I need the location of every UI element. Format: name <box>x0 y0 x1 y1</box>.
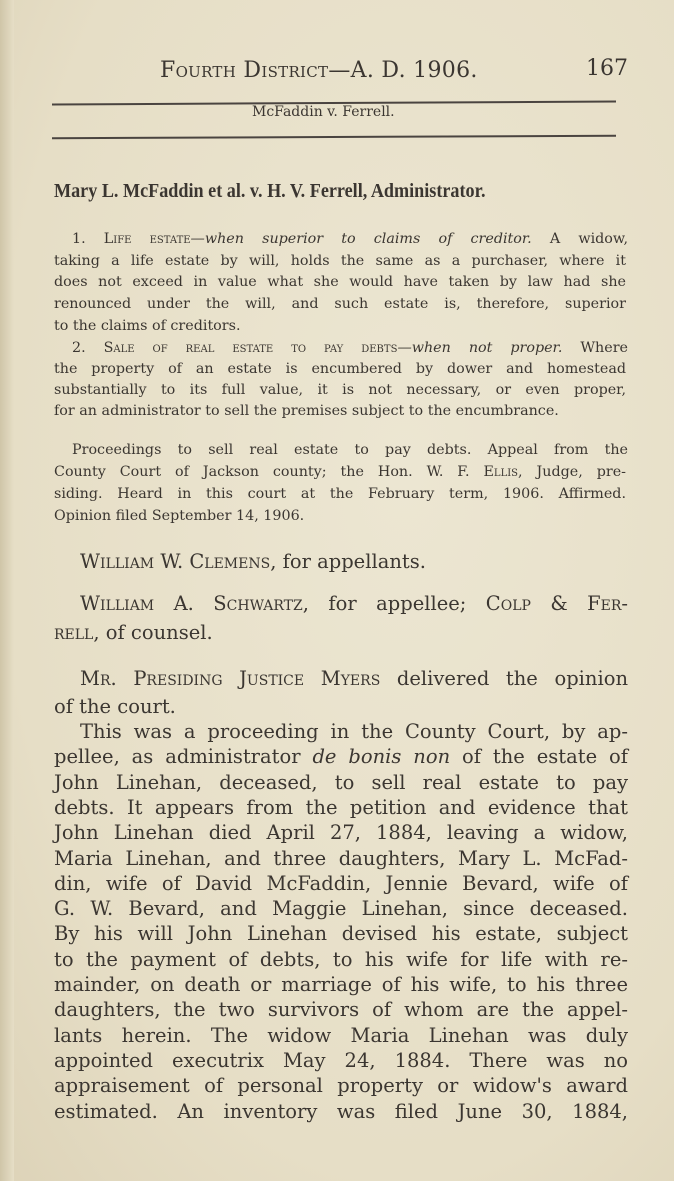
statement-line <box>54 464 626 480</box>
opinion-line-segment: By his will John Linehan devised his estate, subject <box>54 922 628 946</box>
opinion-line <box>54 973 628 996</box>
syllabus-line-segment: 1. <box>72 231 104 247</box>
opinion-line <box>80 720 628 743</box>
syllabus-line <box>54 274 626 290</box>
syllabus-line-segment: taking a life estate by will, holds the same as a purchaser, where it <box>54 253 626 269</box>
opinion-line-segment: of the estate of <box>450 745 628 769</box>
opinion-line <box>54 1024 628 1047</box>
statement-line-segment: siding. Heard in this court at the February term, 1906. Affirmed. <box>54 486 626 502</box>
opinion-line-segment: lants herein. The widow Maria Linehan was duly <box>54 1023 628 1047</box>
opinion-line <box>54 1074 628 1097</box>
opinion-line-segment: This was a proceeding in the County Court, by ap- <box>80 720 628 743</box>
page-edge-shadow <box>0 0 14 1181</box>
opinion-intro-line-segment: Mr. Presiding Justice Myers <box>80 667 381 690</box>
counsel-line <box>80 592 628 615</box>
syllabus-line <box>72 231 628 247</box>
case-short-title: McFaddin v. Ferrell. <box>252 104 395 120</box>
opinion-line-segment: pellee, as administrator <box>54 745 313 769</box>
opinion-line <box>54 998 628 1021</box>
opinion-intro-line-segment: delivered the opinion <box>380 667 629 690</box>
opinion-line-segment: din, wife of David McFaddin, Jennie Bevard, wife of <box>54 871 628 895</box>
opinion-line <box>54 1100 628 1123</box>
opinion-intro-line <box>80 667 628 690</box>
opinion-line <box>54 821 628 844</box>
page-number: 167 <box>586 56 628 81</box>
opinion-line <box>54 771 628 794</box>
opinion-line <box>54 872 628 895</box>
opinion-line-segment: Maria Linehan, and three daughters, Mary L. McFad- <box>54 846 628 870</box>
syllabus-line-segment: Sale of real estate to pay debts <box>103 340 398 356</box>
counsel-line <box>54 621 628 644</box>
syllabus-line <box>54 361 626 377</box>
counsel-line <box>80 550 628 573</box>
opinion-line-segment: de bonis non <box>312 745 451 769</box>
syllabus-line <box>54 318 626 334</box>
statement-line-segment: Proceedings to sell real estate to pay debts. Appeal from the <box>72 442 628 458</box>
opinion-line <box>54 897 628 920</box>
opinion-line-segment: G. W. Bevard, and Maggie Linehan, since deceased. <box>54 897 628 921</box>
opinion-line-segment: mainder, on death or marriage of his wife, to his three <box>54 973 628 996</box>
syllabus-line-segment: 2. <box>72 340 104 356</box>
counsel-line-segment: , for appellants. <box>270 550 426 573</box>
statement-line <box>54 508 626 524</box>
syllabus-line-segment: the property of an estate is encumbered by dower and homestead <box>54 361 626 377</box>
opinion-line-segment: John Linehan, deceased, to sell real estate to pay <box>54 770 628 794</box>
syllabus-line-segment: —when not proper. <box>397 340 563 356</box>
opinion-intro-line <box>54 695 628 718</box>
statement-line <box>54 486 626 502</box>
opinion-line-segment: to the payment of debts, to his wife for life with re- <box>54 947 628 971</box>
opinion-line-segment: appraisement of personal property or widow's award <box>54 1074 628 1098</box>
opinion-line-segment: daughters, the two survivors of whom are the appel- <box>54 998 628 1022</box>
case-title: Mary L. McFaddin et al. v. H. V. Ferrell, Administrator. <box>54 181 486 202</box>
syllabus-line-segment: renounced under the will, and such estate is, therefore, superior <box>54 296 626 312</box>
syllabus-line-segment: —when superior to claims of creditor. <box>190 231 532 247</box>
opinion-line <box>54 1049 628 1072</box>
syllabus-line <box>54 382 626 398</box>
counsel-line-segment: William W. Clemens <box>80 550 271 573</box>
statement-line-segment: Ellis <box>483 464 519 480</box>
header-rule-bottom <box>52 135 616 139</box>
opinion-line <box>54 847 628 870</box>
syllabus-line <box>54 296 626 312</box>
running-head: Fourth District—A. D. 1906. <box>160 58 478 83</box>
opinion-line-segment: debts. It appears from the petition and evidence that <box>54 795 628 819</box>
syllabus-line-segment: A widow, <box>531 231 628 247</box>
syllabus-line <box>54 253 626 269</box>
counsel-line-segment: , of counsel. <box>93 621 213 644</box>
statement-line-segment: County Court of Jackson county; the Hon. W. F. <box>54 464 484 480</box>
syllabus-line-segment: substantially to its full value, it is not necessary, or even proper, <box>54 382 626 398</box>
opinion-line <box>54 745 628 768</box>
syllabus-line-segment: for an administrator to sell the premises subject to the encumbrance. <box>54 403 559 419</box>
opinion-line-segment: estimated. An inventory was filed June 30, 1884, <box>54 1099 628 1123</box>
counsel-line-segment: William A. Schwartz <box>80 592 303 615</box>
counsel-line-segment: rell <box>54 621 94 644</box>
opinion-line <box>54 796 628 819</box>
syllabus-line-segment: does not exceed in value what she would have taken by law had she <box>54 274 626 290</box>
syllabus-line-segment: Life estate <box>103 231 191 247</box>
opinion-intro-line-segment: of the court. <box>54 695 176 718</box>
opinion-line-segment: John Linehan died April 27, 1884, leaving a widow, <box>54 821 628 845</box>
statement-line <box>72 442 628 458</box>
counsel-line-segment: , for appellee; <box>302 592 486 615</box>
statement-line-segment: Opinion filed September 14, 1906. <box>54 508 305 524</box>
syllabus-line-segment: to the claims of creditors. <box>54 318 241 334</box>
counsel-line-segment: Colp & Fer- <box>485 592 629 615</box>
opinion-line <box>54 948 628 971</box>
statement-line-segment: , Judge, pre- <box>518 464 626 480</box>
opinion-line <box>54 922 628 945</box>
opinion-line-segment: appointed executrix May 24, 1884. There was no <box>54 1048 628 1072</box>
syllabus-line-segment: Where <box>562 340 629 356</box>
syllabus-line <box>72 340 628 356</box>
syllabus-line <box>54 403 626 419</box>
